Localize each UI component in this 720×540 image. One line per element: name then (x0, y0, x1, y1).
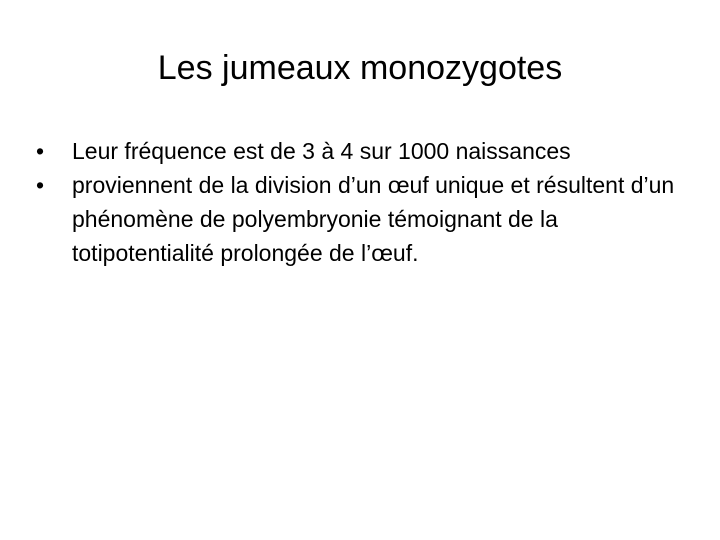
bullet-text: proviennent de la division d’un œuf unique et résultent d’un phénomène de polyembryonie témoignant de la totipotentialité prolongée de l’œuf. (72, 172, 675, 266)
slide-title: Les jumeaux monozygotes (157, 49, 563, 87)
bullet-icon: • (36, 172, 45, 198)
bullet-icon: • (36, 138, 45, 164)
bullet-list (36, 134, 686, 270)
bullet-item-origin (36, 168, 686, 270)
bullet-text: Leur fréquence est de 3 à 4 sur 1000 naissances (72, 138, 571, 164)
bullet-item-frequency (36, 134, 686, 168)
